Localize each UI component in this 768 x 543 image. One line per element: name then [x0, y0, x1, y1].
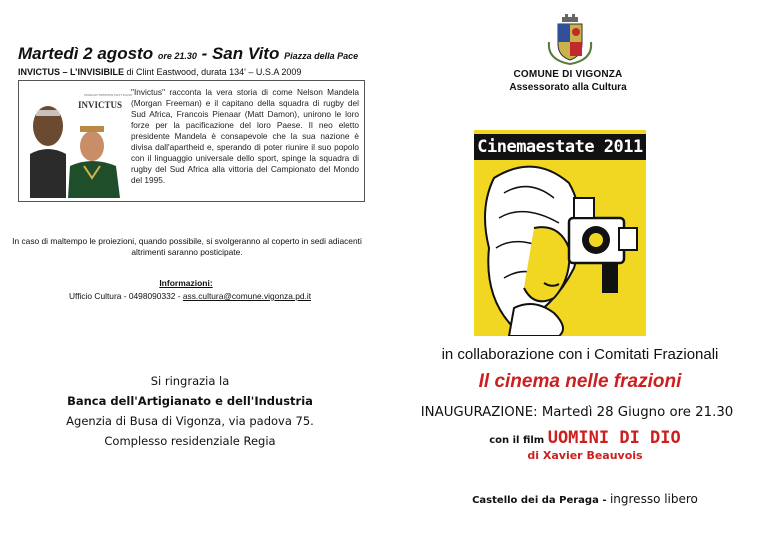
- poster-illustration: [474, 158, 646, 336]
- event-heading: [18, 44, 358, 64]
- venue-line: [420, 490, 750, 508]
- event-square: Piazza della Pace: [284, 51, 359, 61]
- movie-details: di Clint Eastwood, durata 134' – U.S.A 2009: [124, 67, 302, 77]
- movie-line: [18, 67, 301, 77]
- event-separator: -: [196, 44, 212, 63]
- thanks-complex: Complesso residenziale Regia: [104, 434, 276, 448]
- film-line: [420, 428, 750, 448]
- comune-title: COMUNE DI VIGONZA: [513, 69, 623, 80]
- movie-box: [18, 80, 365, 202]
- event-day: Martedì 2 agosto: [18, 44, 154, 63]
- collaboration-text: in collaborazione con i Comitati Frazionali: [441, 346, 719, 363]
- coat-of-arms-icon: [545, 12, 595, 66]
- weather-note: In caso di maltempo le proiezioni, quando possibile, si svolgeranno al coperto in sedi adiacenti altrimenti saranno posticipate.: [12, 236, 362, 257]
- event-place: San Vito: [211, 44, 280, 63]
- entry-info: ingresso libero: [609, 492, 698, 506]
- film-label: con il film: [489, 435, 548, 446]
- movie-description: "Invictus" racconta la vera storia di come Nelson Mandela (Morgan Freeman) e il capitano della squadra di rugby del Sud Africa, Francois Pienaar (Matt Damon), unirono le loro forze per la pacificazione del loro Paese. Il neo eletto presidente Mandela è consapevole che la sua nazione è divisa dall'apartheid e, sperando di poter riunire il suo popolo con il linguaggio universale dello sport, spinge la squadra di rugby del Sud Africa alla vittoria del Campionato del Mondo del 1995.: [131, 87, 359, 185]
- cinemaestate-poster: [474, 130, 646, 336]
- thanks-intro: Si ringrazia la: [150, 374, 230, 388]
- film-director: di Xavier Beauvois: [527, 449, 643, 462]
- event-time: ore 21.30: [157, 51, 197, 61]
- svg-text:MORGAN FREEMAN MATT DAMON: MORGAN FREEMAN MATT DAMON: [84, 93, 132, 97]
- assessorato-title: Assessorato alla Cultura: [509, 82, 627, 93]
- info-title: Informazioni:: [159, 278, 213, 288]
- venue-name: Castello dei da Peraga -: [472, 495, 610, 506]
- thanks-bank: Banca dell'Artigianato e dell'Industria: [67, 394, 313, 408]
- thanks-agency: Agenzia di Busa di Vigonza, via padova 75.: [66, 414, 314, 428]
- poster-title: Cinemaestate 2011: [474, 134, 646, 160]
- info-text: [30, 291, 350, 301]
- cinema-headline: Il cinema nelle frazioni: [478, 371, 682, 392]
- movie-title: INVICTUS – L’INVISIBILE: [18, 67, 125, 77]
- info-email-link[interactable]: ass.cultura@comune.vigonza.pd.it: [182, 291, 312, 301]
- film-title: UOMINI DI DIO: [547, 428, 681, 448]
- info-office: Ufficio Cultura - 0498090332 -: [68, 291, 183, 301]
- movie-poster: [26, 86, 132, 198]
- movie-poster-image: [26, 86, 132, 198]
- poster-label: INVICTUS: [78, 100, 123, 110]
- inauguration-text: INAUGURAZIONE: Martedì 28 Giugno ore 21.30: [420, 405, 734, 420]
